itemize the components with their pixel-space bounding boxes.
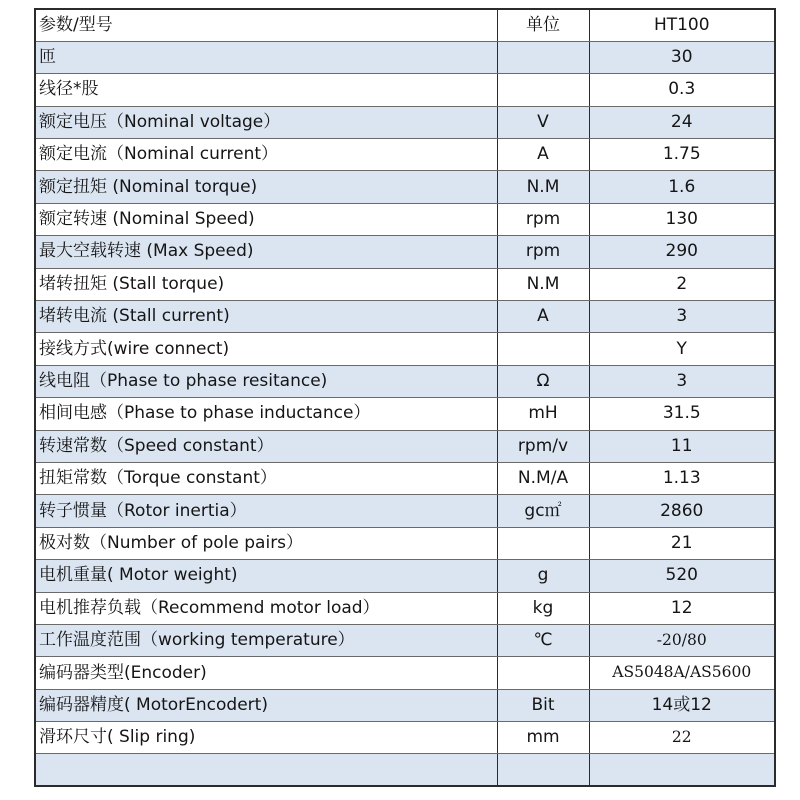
table-row xyxy=(35,560,775,592)
value-cell: 21 xyxy=(589,527,775,559)
table-row xyxy=(35,657,775,689)
table-row xyxy=(35,236,775,268)
unit-cell: A xyxy=(497,301,589,333)
table-row xyxy=(35,268,775,300)
unit-cell: g xyxy=(497,560,589,592)
header-unit: 单位 xyxy=(497,9,589,41)
table-row xyxy=(35,398,775,430)
table-row xyxy=(35,527,775,559)
value-cell: 3 xyxy=(589,365,775,397)
table-row xyxy=(35,365,775,397)
param-cell: 滑环尺寸( Slip ring) xyxy=(35,722,497,754)
table-row xyxy=(35,333,775,365)
value-cell: -20/80 xyxy=(589,624,775,656)
param-cell: 转子惯量（Rotor inertia） xyxy=(35,495,497,527)
unit-cell xyxy=(497,333,589,365)
unit-cell: Ω xyxy=(497,365,589,397)
param-cell: 扭矩常数（Torque constant） xyxy=(35,462,497,494)
param-cell: 相间电感（Phase to phase inductance） xyxy=(35,398,497,430)
value-cell: 14或12 xyxy=(589,689,775,721)
param-cell: 编码器类型(Encoder) xyxy=(35,657,497,689)
unit-cell xyxy=(497,527,589,559)
unit-cell: N.M xyxy=(497,268,589,300)
param-cell: 额定电流（Nominal current） xyxy=(35,139,497,171)
param-cell: 电机推荐负载（Recommend motor load） xyxy=(35,592,497,624)
value-cell: 11 xyxy=(589,430,775,462)
table-row xyxy=(35,592,775,624)
value-cell: 1.13 xyxy=(589,462,775,494)
table-row xyxy=(35,301,775,333)
unit-cell: rpm xyxy=(497,236,589,268)
value-cell: 130 xyxy=(589,203,775,235)
table-row xyxy=(35,41,775,73)
table-row xyxy=(35,462,775,494)
param-cell: 编码器精度( MotorEncodert) xyxy=(35,689,497,721)
param-cell: 接线方式(wire connect) xyxy=(35,333,497,365)
value-cell: 22 xyxy=(589,722,775,754)
param-cell: 堵转电流 (Stall current) xyxy=(35,301,497,333)
unit-cell: N.M xyxy=(497,171,589,203)
table-row xyxy=(35,722,775,754)
param-cell: 额定转速 (Nominal Speed) xyxy=(35,203,497,235)
table-row xyxy=(35,754,775,786)
value-cell: 24 xyxy=(589,106,775,138)
value-cell: 31.5 xyxy=(589,398,775,430)
unit-cell: ℃ xyxy=(497,624,589,656)
value-cell: AS5048A/AS5600 xyxy=(589,657,775,689)
unit-cell xyxy=(497,754,589,786)
value-cell: 1.75 xyxy=(589,139,775,171)
table-row xyxy=(35,139,775,171)
param-cell: 匝 xyxy=(35,41,497,73)
param-cell: 额定扭矩 (Nominal torque) xyxy=(35,171,497,203)
unit-cell: rpm/v xyxy=(497,430,589,462)
unit-cell: mH xyxy=(497,398,589,430)
unit-cell xyxy=(497,657,589,689)
unit-cell: Bit xyxy=(497,689,589,721)
value-cell: 1.6 xyxy=(589,171,775,203)
spec-table xyxy=(34,8,776,787)
param-cell: 转速常数（Speed constant） xyxy=(35,430,497,462)
value-cell: Y xyxy=(589,333,775,365)
unit-cell: N.M/A xyxy=(497,462,589,494)
unit-cell: rpm xyxy=(497,203,589,235)
value-cell: 290 xyxy=(589,236,775,268)
table-row xyxy=(35,203,775,235)
param-cell: 极对数（Number of pole pairs） xyxy=(35,527,497,559)
unit-cell xyxy=(497,41,589,73)
header-model: HT100 xyxy=(589,9,775,41)
value-cell: 2860 xyxy=(589,495,775,527)
param-cell: 工作温度范围（working temperature） xyxy=(35,624,497,656)
value-cell: 0.3 xyxy=(589,74,775,106)
param-cell: 堵转扭矩 (Stall torque) xyxy=(35,268,497,300)
param-cell: 电机重量( Motor weight) xyxy=(35,560,497,592)
value-cell: 2 xyxy=(589,268,775,300)
table-row xyxy=(35,495,775,527)
param-cell: 额定电压（Nominal voltage） xyxy=(35,106,497,138)
param-cell: 线电阻（Phase to phase resitance) xyxy=(35,365,497,397)
value-cell: 520 xyxy=(589,560,775,592)
param-cell: 线径*股 xyxy=(35,74,497,106)
unit-cell: mm xyxy=(497,722,589,754)
header-param: 参数/型号 xyxy=(35,9,497,41)
value-cell: 30 xyxy=(589,41,775,73)
unit-cell: A xyxy=(497,139,589,171)
value-cell xyxy=(589,754,775,786)
table-row xyxy=(35,171,775,203)
table-row xyxy=(35,430,775,462)
table-row xyxy=(35,689,775,721)
table-row xyxy=(35,74,775,106)
unit-cell: kg xyxy=(497,592,589,624)
unit-cell: V xyxy=(497,106,589,138)
param-cell: 最大空载转速 (Max Speed) xyxy=(35,236,497,268)
unit-cell xyxy=(497,74,589,106)
table-header-row xyxy=(35,9,775,41)
value-cell: 3 xyxy=(589,301,775,333)
unit-cell: gc㎡ xyxy=(497,495,589,527)
value-cell: 12 xyxy=(589,592,775,624)
table-row xyxy=(35,624,775,656)
param-cell xyxy=(35,754,497,786)
table-row xyxy=(35,106,775,138)
